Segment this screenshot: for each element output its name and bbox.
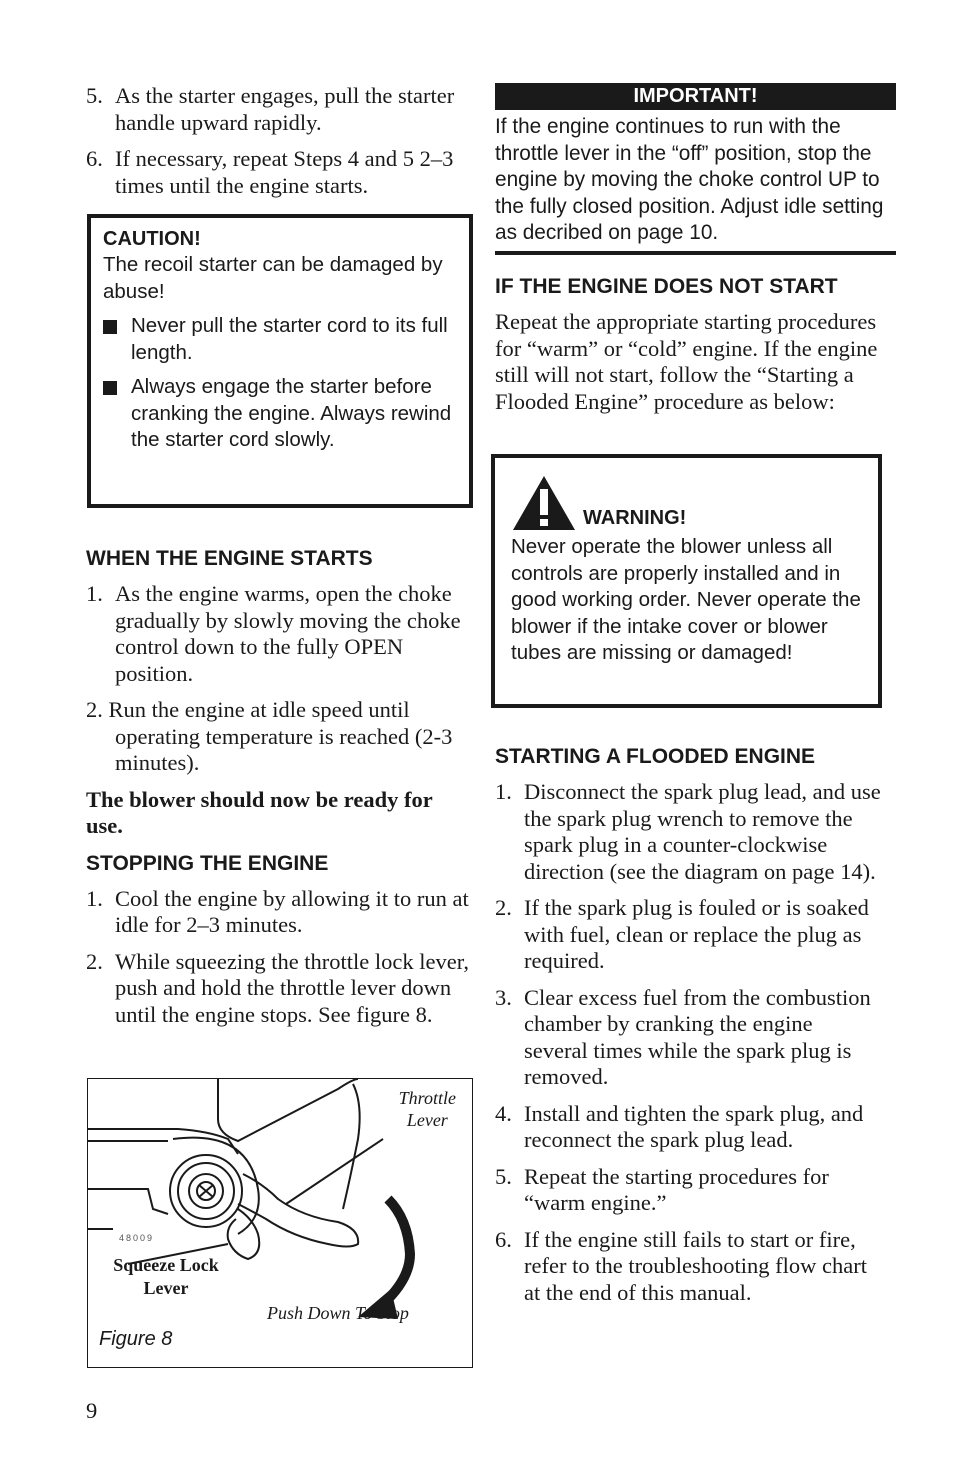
caution-box bbox=[87, 214, 473, 508]
flooded-engine-section bbox=[495, 745, 881, 1316]
section-heading: WHEN THE ENGINE STARTS bbox=[86, 547, 373, 570]
warning-triangle-icon bbox=[511, 474, 577, 532]
caution-text: The recoil starter can be damaged by abuse! bbox=[103, 253, 443, 303]
important-banner bbox=[495, 83, 896, 110]
push-down-label: Push Down To Stop bbox=[267, 1303, 409, 1323]
list-item: 6. If necessary, repeat Steps 4 and 5 2–3 times until the engine starts. bbox=[86, 146, 454, 198]
list-item: 1. Disconnect the spark plug lead, and use the spark plug wrench to remove the spark plug in a counter-clockwise direction (see the diagram on page 14). bbox=[495, 779, 881, 884]
figure-caption: Figure 8 bbox=[99, 1328, 173, 1350]
section-heading: IF THE ENGINE DOES NOT START bbox=[495, 275, 838, 298]
divider bbox=[495, 251, 896, 255]
ready-note: The blower should now be ready for use. bbox=[86, 786, 433, 838]
list-item: 2. While squeezing the throttle lock lever, push and hold the throttle lever down until the engine stops. See figure 8. bbox=[86, 948, 469, 1027]
caution-title: CAUTION! bbox=[103, 228, 201, 250]
list-item: 5. As the starter engages, pull the starter handle upward rapidly. bbox=[86, 83, 455, 135]
warning-title: WARNING! bbox=[583, 507, 687, 529]
figure-8 bbox=[87, 1078, 473, 1368]
important-text: If the engine continues to run with the throttle lever in the “off” position, stop the engine by moving the choke control UP to the fully closed position. Adjust idle setting as decribed on page 10. bbox=[495, 115, 884, 244]
when-engine-starts-section bbox=[86, 547, 471, 1038]
caution-bullet: Always engage the starter before cranking the engine. Always rewind the starter cord slowly. bbox=[103, 374, 455, 454]
squeeze-lock-label: Squeeze Lock Lever bbox=[113, 1255, 219, 1298]
caution-bullet: Never pull the starter cord to its full length. bbox=[103, 313, 455, 366]
list-item: 2. Run the engine at idle speed until operating temperature is reached (2-3 minutes). bbox=[86, 697, 453, 775]
list-item: 2. If the spark plug is fouled or is soaked with fuel, clean or replace the plug as required. bbox=[495, 895, 869, 973]
list-item: 5. Repeat the starting procedures for “warm engine.” bbox=[495, 1163, 829, 1215]
list-item: 1. As the engine warms, open the choke gradually by slowly moving the choke control down to the fully OPEN position. bbox=[86, 581, 461, 686]
list-item: 4. Install and tighten the spark plug, and reconnect the spark plug lead. bbox=[495, 1100, 864, 1152]
important-title: IMPORTANT! bbox=[633, 85, 758, 107]
section-heading: STOPPING THE ENGINE bbox=[86, 851, 329, 875]
not-start-text: Repeat the appropriate starting procedures for “warm” or “cold” engine. If the engine still will not start, follow the “Starting a Flooded Engine” procedure as below: bbox=[495, 309, 878, 414]
list-item: 3. Clear excess fuel from the combustion chamber by cranking the engine several times while the spark plug is removed. bbox=[495, 984, 871, 1089]
page-number: 9 bbox=[86, 1398, 98, 1423]
not-start-section bbox=[495, 275, 895, 415]
warning-text: Never operate the blower unless all controls are properly installed and in good working order. Never operate the blower if the intake cover or blower tubes are missing or damaged! bbox=[511, 535, 861, 664]
steps-top bbox=[86, 83, 471, 209]
bullet-square-icon bbox=[103, 381, 117, 395]
list-item: 1. Cool the engine by allowing it to run at idle for 2–3 minutes. bbox=[86, 885, 469, 937]
list-item: 6. If the engine still fails to start or fire, refer to the troubleshooting flow chart at the end of this manual. bbox=[495, 1226, 868, 1305]
part-number: 48009 bbox=[119, 1233, 155, 1243]
throttle-lever-label: Throttle Lever bbox=[398, 1088, 456, 1130]
bullet-square-icon bbox=[103, 320, 117, 334]
warning-box bbox=[491, 454, 882, 708]
section-heading: STARTING A FLOODED ENGINE bbox=[495, 745, 816, 768]
